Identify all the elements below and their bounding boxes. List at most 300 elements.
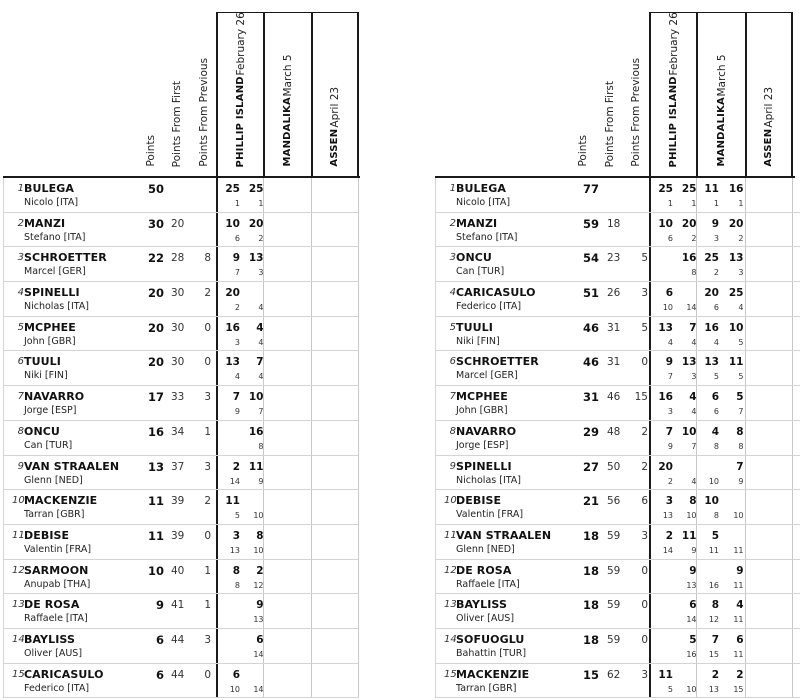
table-row[interactable] <box>435 317 800 352</box>
race-position: 11 <box>733 580 744 590</box>
points-from-first: 59 <box>607 633 621 646</box>
table-header <box>3 0 413 177</box>
rider-surname: BAYLISS <box>456 598 507 612</box>
race-header-label <box>668 12 680 167</box>
race-result-cell <box>311 317 359 351</box>
race-position: 2 <box>713 268 719 278</box>
race-points: 8 <box>256 529 264 542</box>
race-points: 8 <box>736 425 744 438</box>
race-result-cell <box>311 594 359 628</box>
table-row[interactable] <box>3 351 359 386</box>
race-points: 5 <box>736 391 744 404</box>
race-points: 13 <box>225 356 240 369</box>
race-result-cell <box>311 213 359 247</box>
rider-rank: 10 <box>444 495 457 507</box>
race-position: 7 <box>258 407 264 417</box>
race-result-cell <box>696 386 745 420</box>
race-points: 10 <box>658 217 673 230</box>
race-points: 5 <box>689 633 697 646</box>
table-row[interactable] <box>435 664 800 699</box>
row-border <box>435 629 436 663</box>
rider-points: 30 <box>147 216 164 231</box>
race-result-cell <box>649 664 696 698</box>
table-row[interactable] <box>435 386 800 421</box>
table-row[interactable] <box>3 247 359 282</box>
race-points: 13 <box>728 252 744 265</box>
rider-firstname-country: Stefano [ITA] <box>24 231 86 243</box>
rider-firstname-country: Jorge [ESP] <box>456 439 509 451</box>
rider-points: 6 <box>155 632 164 647</box>
race-header-mandalika <box>696 12 745 177</box>
race-result-cell <box>311 351 359 385</box>
rider-rank: 5 <box>449 321 456 333</box>
race-result-cell <box>311 456 359 490</box>
rider-firstname-country: Oliver [AUS] <box>24 647 83 659</box>
standings-table-after-round-2 <box>435 0 800 700</box>
row-border <box>435 247 436 281</box>
table-row[interactable] <box>3 317 359 352</box>
race-result-cell <box>745 490 793 524</box>
race-result-cell <box>311 664 359 698</box>
race-result-cell <box>696 490 745 524</box>
points-from-previous: 3 <box>641 529 648 542</box>
header-points-from-previous: Points From Previous <box>198 58 210 167</box>
race-points: 16 <box>248 425 264 438</box>
race-position: 1 <box>667 199 673 208</box>
points-from-first: 23 <box>607 252 621 265</box>
rider-rank: 6 <box>449 356 456 368</box>
rider-surname: SCHROETTER <box>456 355 539 369</box>
race-result-cell <box>216 560 263 594</box>
race-position: 5 <box>234 511 240 521</box>
race-position: 10 <box>708 476 719 486</box>
race-points: 9 <box>711 217 719 230</box>
race-result-cell <box>216 178 263 212</box>
rider-firstname-country: Niki [FIN] <box>456 335 500 347</box>
race-name: ASSEN <box>329 129 340 167</box>
points-from-previous: 1 <box>204 425 211 438</box>
table-row[interactable] <box>3 664 359 699</box>
rider-points: 11 <box>147 528 164 543</box>
race-position: 4 <box>691 407 697 417</box>
rider-rank: 12 <box>444 564 457 576</box>
points-from-first: 20 <box>171 217 185 230</box>
race-points: 6 <box>665 287 673 300</box>
race-position: 2 <box>691 233 697 243</box>
race-position: 14 <box>229 476 240 486</box>
race-result-cell <box>311 386 359 420</box>
points-from-first: 48 <box>607 425 621 438</box>
rider-firstname-country: Anupab [THA] <box>24 578 91 590</box>
points-from-previous: 5 <box>641 252 648 265</box>
race-position: 3 <box>667 407 673 417</box>
points-from-first: 18 <box>607 217 621 230</box>
race-result-cell <box>216 421 263 455</box>
table-row[interactable] <box>3 594 359 629</box>
rider-firstname-country: Can [TUR] <box>24 439 73 451</box>
race-points: 11 <box>681 529 697 542</box>
race-result-cell <box>263 421 311 455</box>
row-border <box>3 282 4 316</box>
race-position: 8 <box>691 268 697 278</box>
table-row[interactable] <box>3 456 359 491</box>
race-result-cell <box>745 594 793 628</box>
table-row[interactable] <box>435 213 800 248</box>
race-header-label <box>235 12 247 167</box>
race-position: 11 <box>733 649 744 659</box>
race-result-cell <box>311 282 359 316</box>
points-from-first: 31 <box>607 321 621 334</box>
race-result-cell <box>696 456 745 490</box>
rider-points: 21 <box>582 494 599 509</box>
race-points: 4 <box>736 599 744 612</box>
points-from-first: 44 <box>171 668 185 681</box>
race-points: 13 <box>248 252 264 265</box>
points-from-first: 37 <box>171 460 185 473</box>
table-header <box>435 0 800 177</box>
rider-surname: TUULI <box>24 355 61 369</box>
row-border <box>3 213 4 247</box>
rider-surname: DEBISE <box>24 528 70 542</box>
row-border <box>3 351 4 385</box>
race-result-cell <box>649 456 696 490</box>
rider-points: 50 <box>147 182 164 196</box>
race-result-cell <box>696 525 745 559</box>
points-from-first: 46 <box>607 391 621 404</box>
race-result-cell <box>263 490 311 524</box>
race-position: 1 <box>258 199 264 208</box>
points-from-previous: 3 <box>204 460 211 473</box>
points-from-first: 30 <box>171 321 185 334</box>
points-from-previous: 6 <box>641 495 648 508</box>
rider-surname: CARICASULO <box>456 286 536 300</box>
race-points: 9 <box>736 564 744 577</box>
points-from-previous: 0 <box>641 356 648 369</box>
points-from-previous: 0 <box>641 564 648 577</box>
race-position: 13 <box>229 545 240 555</box>
rider-firstname-country: Tarran [GBR] <box>24 509 85 521</box>
race-result-cell <box>311 490 359 524</box>
race-position: 3 <box>258 268 264 278</box>
race-header-text <box>763 87 775 167</box>
rider-firstname-country: Marcel [GER] <box>24 266 86 278</box>
rider-rank: 15 <box>12 668 25 680</box>
points-from-first: 44 <box>171 633 185 646</box>
table-row[interactable] <box>435 421 800 456</box>
rider-firstname-country: Tarran [GBR] <box>456 682 517 694</box>
race-result-cell <box>263 525 311 559</box>
race-result-cell <box>216 386 263 420</box>
rider-rank: 3 <box>17 252 24 264</box>
race-result-cell <box>696 213 745 247</box>
race-points: 2 <box>736 668 744 681</box>
race-result-cell <box>696 594 745 628</box>
race-result-cell <box>649 213 696 247</box>
row-border <box>3 525 4 559</box>
race-result-cell <box>311 560 359 594</box>
race-points: 11 <box>248 460 264 473</box>
rider-firstname-country: Stefano [ITA] <box>456 231 518 243</box>
race-position: 15 <box>733 684 744 694</box>
rider-surname: MACKENZIE <box>456 667 530 681</box>
rider-surname: BULEGA <box>24 182 74 195</box>
rider-rank: 14 <box>12 633 25 645</box>
race-position: 16 <box>686 649 697 659</box>
race-result-cell <box>263 629 311 663</box>
race-position: 5 <box>738 372 744 382</box>
race-result-cell <box>216 629 263 663</box>
race-result-cell <box>263 351 311 385</box>
rider-surname: SARMOON <box>24 563 89 577</box>
race-points: 16 <box>225 321 240 334</box>
rider-surname: MCPHEE <box>456 390 508 404</box>
race-position: 1 <box>691 199 697 208</box>
race-position: 3 <box>738 268 744 278</box>
table-row[interactable] <box>435 351 800 386</box>
race-points: 8 <box>232 564 240 577</box>
table-row[interactable] <box>435 178 800 213</box>
row-border <box>435 213 436 247</box>
rider-firstname-country: Raffaele [ITA] <box>456 578 520 590</box>
race-position: 2 <box>667 476 673 486</box>
table-row[interactable] <box>435 594 800 629</box>
race-position: 6 <box>234 233 240 243</box>
race-header-text <box>716 54 728 167</box>
race-points: 8 <box>711 599 719 612</box>
rider-firstname-country: Can [TUR] <box>456 266 505 278</box>
row-border <box>3 421 4 455</box>
points-from-first: 50 <box>607 460 621 473</box>
race-result-cell <box>745 178 793 212</box>
race-points: 10 <box>248 391 264 404</box>
race-result-cell <box>649 525 696 559</box>
race-position: 10 <box>253 511 264 521</box>
table-row[interactable] <box>435 490 800 525</box>
race-position: 3 <box>691 372 697 382</box>
rider-points: 17 <box>147 390 164 405</box>
table-row[interactable] <box>435 282 800 317</box>
race-points: 7 <box>256 356 264 369</box>
race-header-text <box>282 54 294 167</box>
rider-firstname-country: Glenn [NED] <box>24 474 83 486</box>
points-from-first: 41 <box>171 599 185 612</box>
race-position: 9 <box>691 545 697 555</box>
table-row[interactable] <box>435 525 800 560</box>
rider-surname: CARICASULO <box>24 667 104 681</box>
row-border <box>435 421 436 455</box>
table-row[interactable] <box>435 247 800 282</box>
rider-surname: SCHROETTER <box>24 251 107 265</box>
rider-rank: 15 <box>444 668 457 680</box>
race-position: 7 <box>667 372 673 382</box>
race-position: 15 <box>708 649 719 659</box>
race-result-cell <box>745 247 793 281</box>
race-position: 10 <box>253 545 264 555</box>
row-border <box>3 629 4 663</box>
rider-firstname-country: Jorge [ESP] <box>24 405 77 417</box>
race-position: 9 <box>234 407 240 417</box>
race-date: March 5 <box>715 54 728 97</box>
points-from-previous: 0 <box>204 668 211 681</box>
row-border <box>435 351 436 385</box>
points-from-first: 59 <box>607 599 621 612</box>
points-from-previous: 3 <box>641 287 648 300</box>
race-result-cell <box>216 247 263 281</box>
race-result-cell <box>263 178 311 212</box>
race-position: 5 <box>738 337 744 347</box>
race-points: 25 <box>658 183 673 195</box>
race-position: 3 <box>234 337 240 347</box>
race-points: 2 <box>256 564 264 577</box>
table-row[interactable] <box>435 456 800 491</box>
race-points: 13 <box>704 356 719 369</box>
race-result-cell <box>263 456 311 490</box>
rider-rank: 11 <box>12 529 25 541</box>
race-position: 10 <box>686 511 697 521</box>
race-result-cell <box>745 386 793 420</box>
rider-surname: SPINELLI <box>456 459 512 473</box>
table-row[interactable] <box>3 629 359 664</box>
rider-surname: VAN STRAALEN <box>24 459 120 473</box>
row-border <box>3 594 4 628</box>
points-from-previous: 3 <box>641 668 648 681</box>
race-header-text <box>668 12 680 167</box>
row-border <box>3 490 4 524</box>
race-name: MANDALIKA <box>715 97 727 167</box>
race-result-cell <box>311 247 359 281</box>
race-result-cell <box>216 282 263 316</box>
table-row[interactable] <box>435 629 800 664</box>
header-rule <box>435 176 795 178</box>
row-border <box>435 560 436 594</box>
race-points: 2 <box>232 460 240 473</box>
rider-rank: 1 <box>449 183 456 194</box>
table-row[interactable] <box>3 213 359 248</box>
race-result-cell <box>696 351 745 385</box>
rider-surname: BULEGA <box>456 182 506 195</box>
race-position: 4 <box>691 337 697 347</box>
race-position: 8 <box>258 441 264 451</box>
points-from-previous: 1 <box>204 599 211 612</box>
rider-points: 46 <box>582 320 599 335</box>
race-points: 11 <box>728 356 744 369</box>
race-points: 16 <box>681 252 697 265</box>
race-points: 6 <box>689 599 697 612</box>
rider-firstname-country: Nicolo [ITA] <box>24 197 79 208</box>
race-position: 4 <box>258 303 264 313</box>
table-row[interactable] <box>3 178 359 213</box>
race-result-cell <box>649 247 696 281</box>
table-row[interactable] <box>3 490 359 525</box>
race-points: 7 <box>232 391 240 404</box>
race-result-cell <box>311 178 359 212</box>
table-row[interactable] <box>3 525 359 560</box>
row-border <box>3 456 4 490</box>
points-from-first: 33 <box>171 391 185 404</box>
race-result-cell <box>649 594 696 628</box>
race-position: 5 <box>713 372 719 382</box>
race-header-text <box>235 12 247 167</box>
table-row[interactable] <box>3 560 359 595</box>
race-points: 11 <box>658 668 673 681</box>
race-position: 14 <box>662 545 673 555</box>
rider-points: 29 <box>582 424 599 439</box>
points-from-first: 62 <box>607 668 621 681</box>
rider-firstname-country: Niki [FIN] <box>24 370 68 382</box>
race-points: 10 <box>681 425 697 438</box>
race-points: 25 <box>225 183 240 195</box>
rider-rank: 11 <box>444 529 457 541</box>
rider-rank: 3 <box>449 252 456 264</box>
race-header-label <box>763 87 775 167</box>
points-from-first: 40 <box>171 564 185 577</box>
race-header-assen <box>311 12 359 177</box>
race-points: 7 <box>689 321 697 334</box>
row-border <box>435 490 436 524</box>
table-row[interactable] <box>3 421 359 456</box>
race-position: 6 <box>713 407 719 417</box>
race-position: 4 <box>738 303 744 313</box>
rider-rank: 13 <box>444 599 457 611</box>
race-points: 10 <box>728 321 744 334</box>
race-result-cell <box>216 594 263 628</box>
race-position: 11 <box>708 545 719 555</box>
race-result-cell <box>649 351 696 385</box>
race-points: 20 <box>225 287 240 300</box>
race-points: 10 <box>225 217 240 230</box>
row-border <box>435 594 436 628</box>
race-position: 12 <box>253 580 264 590</box>
race-name: PHILLIP ISLAND <box>234 75 246 167</box>
points-from-previous: 3 <box>204 391 211 404</box>
race-result-cell <box>745 421 793 455</box>
table-row[interactable] <box>435 560 800 595</box>
rider-surname: ONCU <box>456 251 492 265</box>
race-points: 2 <box>665 529 673 542</box>
header-points-from-previous: Points From Previous <box>630 58 642 167</box>
rider-rank: 1 <box>17 183 24 194</box>
table-row[interactable] <box>3 386 359 421</box>
race-result-cell <box>263 664 311 698</box>
race-result-cell <box>745 629 793 663</box>
header-points-from-first: Points From First <box>604 80 616 167</box>
race-position: 4 <box>713 337 719 347</box>
race-result-cell <box>649 560 696 594</box>
race-points: 4 <box>256 321 264 334</box>
race-result-cell <box>696 317 745 351</box>
race-position: 7 <box>234 268 240 278</box>
race-points: 7 <box>711 633 719 646</box>
rider-surname: MACKENZIE <box>24 494 98 508</box>
race-result-cell <box>696 421 745 455</box>
rider-rank: 14 <box>444 633 457 645</box>
points-from-previous: 2 <box>204 287 211 300</box>
rider-points: 20 <box>147 286 164 301</box>
race-position: 16 <box>708 580 719 590</box>
race-header-label <box>329 87 341 167</box>
rider-firstname-country: Marcel [GER] <box>456 370 518 382</box>
race-position: 14 <box>686 615 697 625</box>
table-row[interactable] <box>3 282 359 317</box>
race-points: 25 <box>681 183 697 195</box>
points-from-previous: 15 <box>634 391 648 404</box>
table-body <box>435 178 800 698</box>
race-points: 7 <box>736 460 744 473</box>
race-result-cell <box>263 594 311 628</box>
race-position: 2 <box>738 233 744 243</box>
race-result-cell <box>649 490 696 524</box>
race-date: February 26 <box>234 11 247 75</box>
